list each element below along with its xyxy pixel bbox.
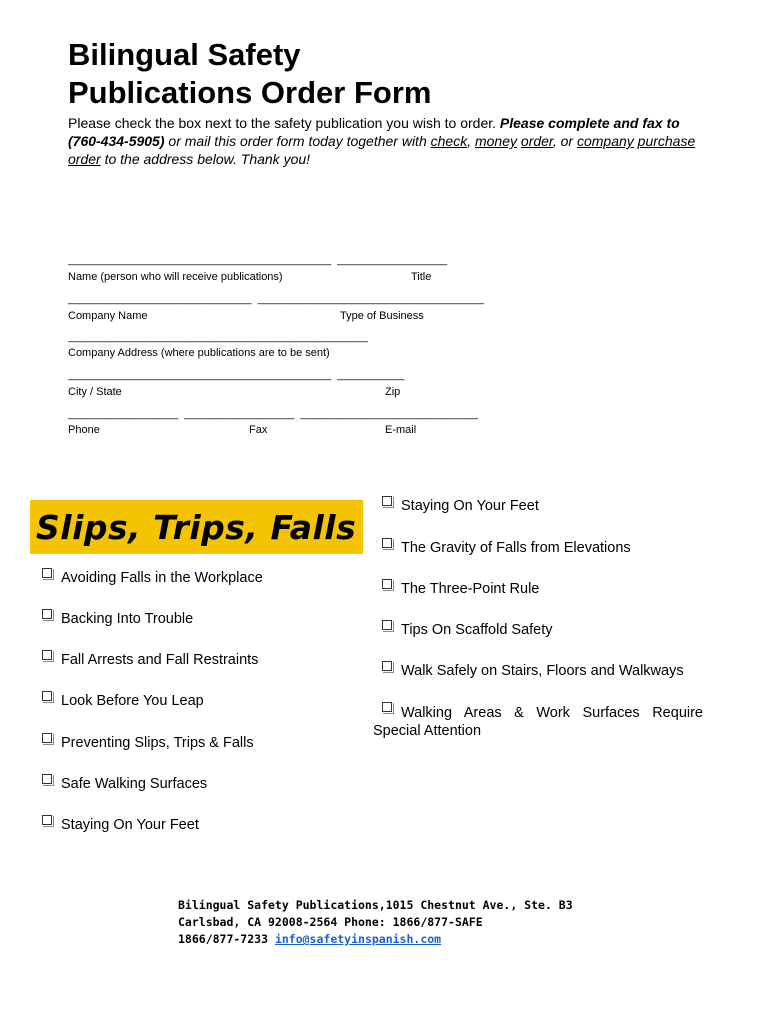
intro-order: order: [520, 133, 553, 149]
checkbox-right-1[interactable]: [382, 538, 392, 548]
publication-item: Avoiding Falls in the Workplace: [61, 570, 263, 586]
fax-label: Fax: [249, 424, 268, 436]
footer-line-1: Bilingual Safety Publications,1015 Chestnut Ave., Ste. B3: [178, 898, 573, 912]
company-business-field-line[interactable]: ______________________________ _____________________________________: [68, 293, 484, 305]
checkbox-left-2[interactable]: [42, 650, 52, 660]
checkbox-left-4[interactable]: [42, 733, 52, 743]
intro-paragraph: [68, 114, 708, 168]
zip-label: Zip: [385, 386, 401, 398]
publication-item: Walk Safely on Stairs, Floors and Walkways: [401, 663, 684, 679]
intro-text-3: to the address below. Thank you!: [100, 151, 311, 167]
footer-line-2: Carlsbad, CA 92008-2564 Phone: 1866/877-SAFE: [178, 915, 483, 929]
intro-text-2: or mail this order form today together with: [164, 133, 431, 149]
publication-item: Preventing Slips, Trips & Falls: [61, 735, 254, 751]
checkbox-left-6[interactable]: [42, 815, 52, 825]
intro-money: money: [474, 133, 518, 149]
title-label: Title: [411, 271, 432, 283]
intro-check: check: [430, 133, 468, 149]
email-label: E-mail: [385, 424, 417, 436]
intro-sep: , or: [552, 133, 577, 149]
phone-label: Phone: [68, 424, 100, 436]
publication-item: Safe Walking Surfaces: [61, 776, 208, 792]
publication-item: Staying On Your Feet: [401, 498, 539, 514]
publication-item: The Three-Point Rule: [401, 581, 540, 597]
publication-item: Walking Areas & Work Surfaces Require Special Attention: [373, 705, 703, 739]
intro-fax-instruction: Please complete and fax to (760-434-5905): [68, 115, 680, 149]
company-name-label: Company Name: [68, 310, 148, 322]
footer-address: [178, 897, 573, 948]
checkbox-left-5[interactable]: [42, 774, 52, 784]
checkbox-right-4[interactable]: [382, 661, 392, 671]
intro-sep: ,: [467, 133, 475, 149]
contact-field-line[interactable]: __________________ __________________ _____________________________: [68, 408, 478, 420]
intro-purchase: purchase: [637, 133, 696, 149]
address-label: Company Address (where publications are to be sent): [68, 347, 330, 359]
checkbox-right-3[interactable]: [382, 620, 392, 630]
email-link[interactable]: info@safetyinspanish.com: [274, 932, 442, 946]
publication-item: Backing Into Trouble: [61, 611, 194, 627]
publication-item: The Gravity of Falls from Elevations: [401, 540, 631, 556]
checkbox-right-0[interactable]: [382, 496, 392, 506]
business-type-label: Type of Business: [340, 310, 424, 322]
city-state-label: City / State: [68, 386, 122, 398]
page-title: [68, 36, 431, 112]
address-field-line[interactable]: _________________________________________________: [68, 331, 368, 343]
name-title-field-line[interactable]: ___________________________________________ __________________: [68, 254, 448, 266]
checkbox-left-1[interactable]: [42, 609, 52, 619]
publication-item: Staying On Your Feet: [61, 817, 199, 833]
city-zip-field-line[interactable]: ___________________________________________ ___________: [68, 369, 405, 381]
intro-company: company: [576, 133, 634, 149]
footer-line-3: [178, 931, 573, 948]
category-title: Slips, Trips, Falls: [36, 508, 357, 547]
intro-order-2: order: [68, 151, 101, 167]
checkbox-right-2[interactable]: [382, 579, 392, 589]
checkbox-left-3[interactable]: [42, 691, 52, 701]
title-line-2: Publications Order Form: [68, 75, 432, 110]
checkbox-left-0[interactable]: [42, 568, 52, 578]
publication-item: Look Before You Leap: [61, 693, 204, 709]
publication-item: Tips On Scaffold Safety: [401, 622, 553, 638]
title-line-1: Bilingual Safety: [68, 37, 301, 72]
footer-phone: 1866/877-7233: [178, 932, 275, 946]
intro-text-1: Please check the box next to the safety publication you wish to order.: [68, 115, 500, 131]
publication-item: Fall Arrests and Fall Restraints: [61, 652, 259, 668]
name-label: Name (person who will receive publications): [68, 271, 283, 283]
